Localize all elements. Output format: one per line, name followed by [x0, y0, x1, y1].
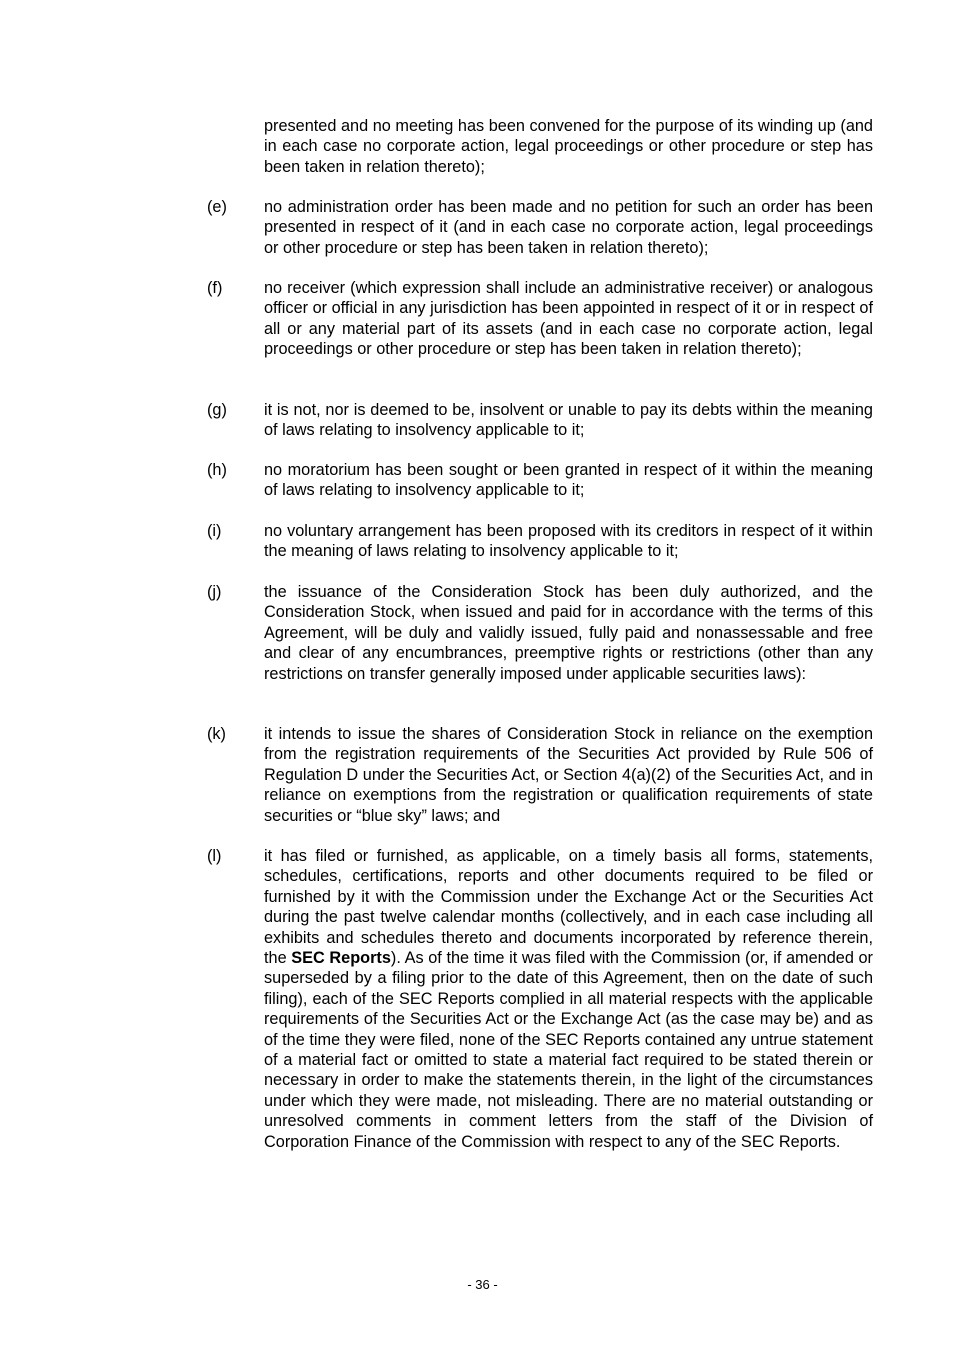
clause-text-l-part2: ). As of the time it was filed with the Commission (or, if amended or superseded by a filing prior to the date of this Agreement, then on the date of such filing), each of the SEC Reports complied in all material respects with the applicable requirements of the Securities Act or the Exchange Act (as the case may be) and as of the time they were filed, none of the SEC Reports contained any untrue statement of a material fact or omitted to state a material fact required to be stated therein or necessary in order to make the statements therein, in the light of the circumstances under which they were made, not misleading. There are no material outstanding or unresolved comments in comment letters from the staff of the Division of Corporation Finance of the Commission with respect to any of the SEC Reports.: [264, 949, 873, 1151]
clause-label-l: (l): [207, 847, 222, 865]
clause-text-k: it intends to issue the shares of Consideration Stock in reliance on the exemption from the registration requirements of the Securities Act provided by Rule 506 of Regulation D under the Securities Act, or Section 4(a)(2) of the Securities Act, and in reliance on exemptions from the registration or qualification requirements of state securities or “blue sky” laws; and: [264, 725, 873, 825]
clause-label-h: (h): [207, 461, 227, 479]
clause-label-f: (f): [207, 279, 223, 297]
clause-text-j: the issuance of the Consideration Stock has been duly authorized, and the Consideration Stock, when issued and paid for in accordance with the terms of this Agreement, will be duly and validly issued, fully paid and nonassessable and free and clear of any encumbrances, preemptive rights or restrictions (other than any restrictions on transfer generally imposed under applicable securities laws):: [264, 583, 873, 683]
continuation-paragraph: presented and no meeting has been convened for the purpose of its winding up (and in each case no corporate action, legal proceedings or other procedure or step has been taken in relation thereto);: [264, 117, 873, 176]
clause-text-i: no voluntary arrangement has been proposed with its creditors in respect of it within the meaning of laws relating to insolvency applicable to it;: [264, 522, 873, 561]
clause-text-h: no moratorium has been sought or been granted in respect of it within the meaning of laws relating to insolvency applicable to it;: [264, 461, 873, 500]
clause-label-i: (i): [207, 522, 222, 540]
clause-text-l: [264, 846, 873, 1152]
clause-text-l-part1: it has filed or furnished, as applicable, on a timely basis all forms, statements, schedules, certifications, reports and other documents required to be filed or furnished by it with the Commission under the Exchange Act or the Securities Act during the past twelve calendar months (collectively, and in each case including all exhibits and schedules thereto and documents incorporated by reference therein, the: [264, 847, 873, 968]
clause-label-j: (j): [207, 583, 222, 601]
clause-label-k: (k): [207, 725, 226, 743]
page-number: - 36 -: [467, 1277, 498, 1292]
clause-label-g: (g): [207, 401, 227, 419]
clause-text-f: no receiver (which expression shall include an administrative receiver) or analogous officer or official in any jurisdiction has been appointed in respect of it or in respect of all or any material part of its assets (and in each case no corporate action, legal proceedings or other procedure or step has been taken in relation thereto);: [264, 279, 873, 359]
defined-term-sec-reports: SEC Reports: [291, 949, 391, 968]
clause-label-e: (e): [207, 198, 227, 216]
clause-text-e: no administration order has been made and no petition for such an order has been presented in respect of it (and in each case no corporate action, legal proceedings or other procedure or step has been taken in relation thereto);: [264, 198, 873, 257]
clause-text-g: it is not, nor is deemed to be, insolvent or unable to pay its debts within the meaning of laws relating to insolvency applicable to it;: [264, 401, 873, 440]
